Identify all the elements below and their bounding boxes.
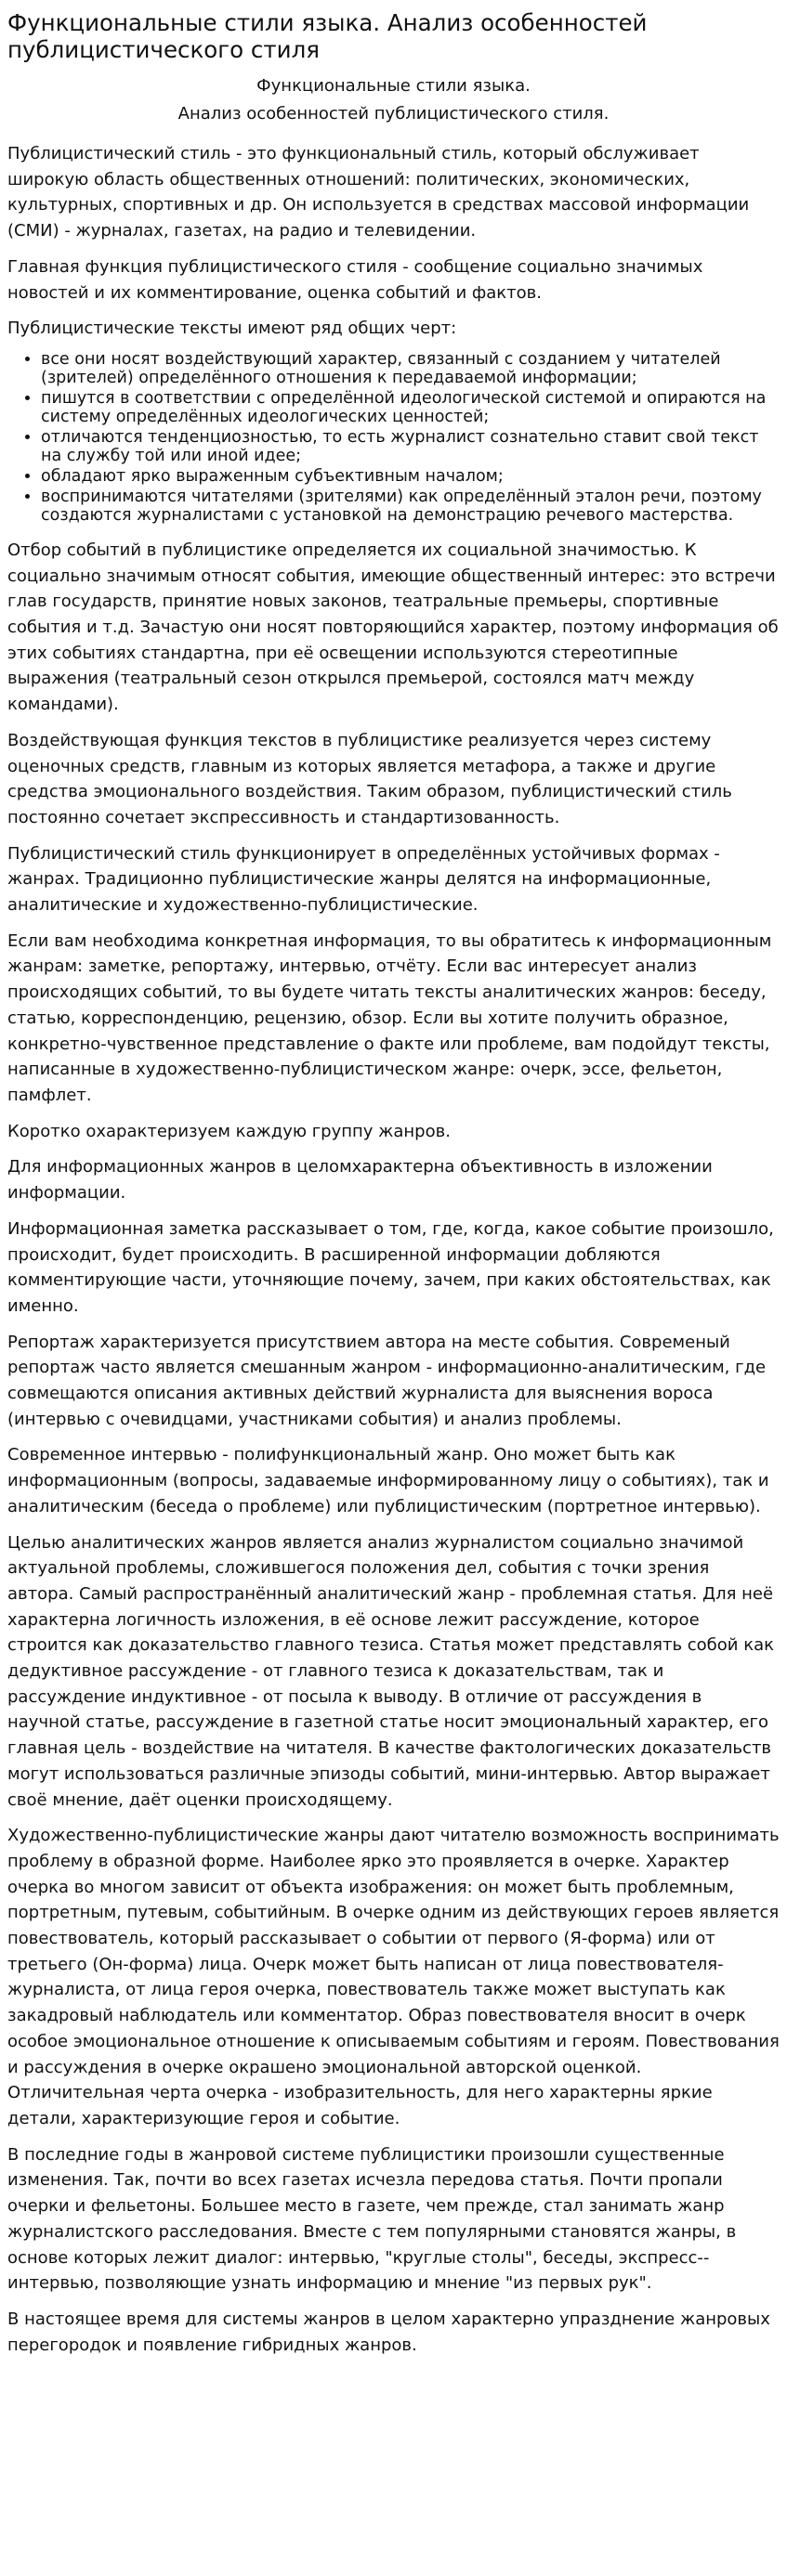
paragraph: Главная функция публицистического стиля - сообщение социально значимых новостей и их комментирование, оценка событий и фактов. — [7, 256, 703, 303]
paragraph: Репортаж характеризуется присутствием автора на месте события. Современый репортаж часто является смешанным жанром - информационно-аналитическим, где совмещаются описания активных действий журналиста для выяснения вороса (интервью с очевидцами, участниками события) и анализ проблемы. — [7, 1332, 767, 1429]
paragraph: Информационная заметка рассказывает о том, где, когда, какое событие произошло, происходит, будет происходить. В расширенной информации добляются комментирующие части, уточняющие почему, зачем, при каких обстоятельствах, как именно. — [7, 1218, 774, 1316]
paragraph: Художественно-публицистические жанры дают читателю возможность воспринимать проблему в образной форме. Наиболее ярко это проявляется в очерке. Характер очерка во многом зависит от объекта изображения: он может быть проблемным, портретным, путевым, событийным. В очерке одним из действующих героев является повествователь, который рассказывает о событии от первого (Я-форма) или от третьего (Он-форма) лица. Очерк может быть написан от лица повествователя-журналиста, от лица героя очерка, повествователь также может выступать как закадровый наблюдатель или комментатор. Образ повествователя вносит в очерк особое эмоциональное отношение к описываемым событиям и героям. Повествования и рассуждения в очерке окрашено эмоциональной авторской оценкой. Отличительная черта очерка - изобразительность, для него характерны яркие детали, характеризующие героя и событие. — [7, 1826, 780, 2128]
subtitle-line: Функциональные стили языка. — [256, 76, 531, 96]
article-subtitle — [7, 72, 780, 128]
features-list — [7, 350, 780, 525]
page-title: Функциональные стили языка. Анализ особенностей публицистического стиля — [7, 9, 648, 63]
list-item: • пишутся в соответствии с определённой идеологической системой и опираются на систему определённых идеологических ценностей; — [41, 389, 780, 426]
paragraph: В последние годы в жанровой системе публицистики произошли существенные изменения. Так, почти во всех газетах исчезла передова статья. Почти пропали очерки и фельетоны. Большее место в газете, чем прежде, стал занимать жанр журналистского расследования. Вместе с тем популярными становятся жанры, в основе которых лежит диалог: интервью, "круглые столы", беседы, экспресс--интервью, позволяющие узнать информацию и мнение "из первых рук". — [7, 2144, 737, 2294]
list-item: • все они носят воздействующий характер, связанный с созданием у читателей (зрителей) определённого отношения к передаваемой информации; — [41, 350, 780, 387]
paragraph: Воздействующая функция текстов в публицистике реализуется через систему оценочных средств, главным из которых является метафора, а также и другие средства эмоционального воздействия. Таким образом, публицистический стиль постоянно сочетает экспрессивность и стандартизованность. — [7, 730, 732, 827]
paragraph: Если вам необходима конкретная информация, то вы обратитесь к информационным жанрам: заметке, репортажу, интервью, отчёту. Если вас интересует анализ происходящих событий, то вы будете читать тексты аналитических жанров: беседу, статью, корреспонденцию, рецензию, обзор. Если вы хотите получить образное, конкретно-чувственное представление о факте или проблеме, вам подойдут тексты, написанные в художественно-публицистическом жанре: очерк, эссе, фельетон, памфлет. — [7, 930, 772, 1105]
list-item: • воспринимаются читателями (зрителями) как определённый эталон речи, поэтому создаются журналистами с установкой на демонстрацию речевого мастерства. — [41, 488, 780, 525]
list-item: • отличаются тенденциозностью, то есть журналист сознательно ставит свой текст на службу той или иной идее; — [41, 428, 780, 465]
paragraph: Публицистический стиль функционирует в определённых устойчивых формах - жанрах. Традиционно публицистические жанры делятся на информационные, аналитические и художественно-публицистические. — [7, 843, 720, 916]
paragraph: Отбор событий в публицистике определяется их социальной значимостью. К социально значимым относят события, имеющие общественный интерес: это встречи глав государств, принятие новых законов, театральные премьеры, спортивные события и т.д. Зачастую они носят повторяющийся характер, поэтому информация об этих событиях стандартна, при её освещении используются стереотипные выражения (театральный сезон открылся премьерой, состоялся матч между командами). — [7, 540, 779, 715]
paragraph: Для информационных жанров в целомхарактерна объективность в изложении информации. — [7, 1157, 713, 1203]
paragraph: Современное интервью - полифункциональный жанр. Оно может быть как информационным (вопросы, задаваемые информированному лицу о событиях), так и аналитическим (беседа о проблеме) или публицистическим (портретное интервью). — [7, 1445, 769, 1516]
paragraph: Публицистический стиль - это функциональный стиль, который обслуживает широкую область общественных отношений: политических, экономических, культурных, спортивных и др. Он используется в средствах массовой информации (СМИ) - журналах, газетах, на радио и телевидении. — [7, 144, 750, 241]
paragraph: Публицистические тексты имеют ряд общих черт: — [7, 319, 457, 339]
list-item: • обладают ярко выраженным субъективным началом; — [41, 467, 780, 486]
subtitle-line: Анализ особенностей публицистического стиля. — [177, 104, 610, 124]
paragraph: В настоящее время для системы жанров в целом характерно упразднение жанровых перегородок и появление гибридных жанров. — [7, 2309, 770, 2355]
paragraph: Целью аналитических жанров является анализ журналистом социально значимой актуальной проблемы, сложившегося положения дел, события с точки зрения автора. Самый распространённый аналитический жанр - проблемная статья. Для неё характерна логичность изложения, в её основе лежит рассуждение, которое строится как доказательство главного тезиса. Статья может представлять собой как дедуктивное рассуждение - от главного тезиса к доказательствам, так и рассуждение индуктивное - от посыла к выводу. В отличие от рассуждения в научной статье, рассуждение в газетной статье носит эмоциональный характер, его главная цель - воздействие на читателя. В качестве фактологических доказательств могут использоваться различные эпизоды событий, мини-интервью. Автор выражает своё мнение, даёт оценки происходящему. — [7, 1532, 774, 1810]
paragraph: Коротко охарактеризуем каждую группу жанров. — [7, 1121, 451, 1141]
